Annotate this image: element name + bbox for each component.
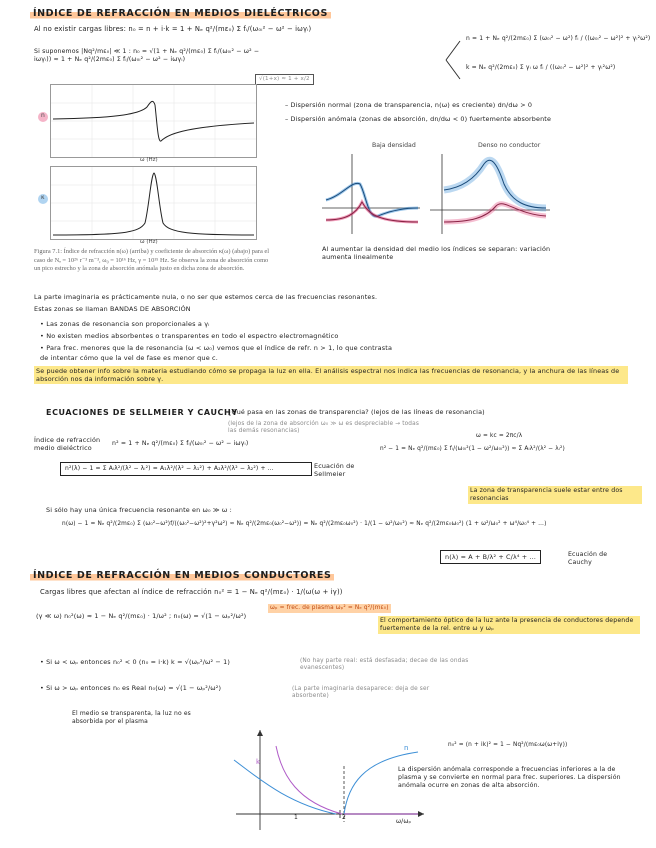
right-sellmeier-formula: n² − 1 = Nₑ q²/(mε₀) Σ fᵢ/(ω₀ᵢ²(1 − ω²/ω₀ᵢ²)) ≈ Σ Aᵢλ²/(λ² − λᵢ²) bbox=[380, 446, 565, 452]
density-note: Al aumentar la densidad del medio los índices se separan: variación aumenta linealmente bbox=[322, 245, 551, 261]
bottom-plot-xlabel: ω (Hz) bbox=[140, 239, 158, 245]
bullet-resonance: • Las zonas de resonancia son proporcionales a γᵢ bbox=[40, 320, 210, 328]
imaginary-part-note: La parte imaginaria es prácticamente nula, o no ser que estemos cerca de las frecuencias resonantes. bbox=[34, 293, 378, 301]
sqrt-approx-note: √(1+x) ≈ 1 + x/2 bbox=[255, 74, 314, 85]
dense-panel bbox=[430, 150, 552, 236]
transparency-subnote: (lejos de la zona de absorción ω₀ ≫ ω es despreciable → todas las demás resonancias) bbox=[228, 421, 420, 435]
transparent-medium-note: El medio se transparenta, la luz no es absorbida por el plasma bbox=[72, 710, 191, 725]
case-high-note: (La parte imaginaria desaparece: deja de ser absorbente) bbox=[292, 686, 430, 700]
k-curve-purple bbox=[276, 746, 342, 814]
spectral-analysis-highlight: Se puede obtener info sobre la materia estudiando cómo se propaga la luz en ella. El análisis espectral nos indica las frecuencias de resonancia, y la anchura de las líneas de absorción nos da información sobre γ. bbox=[34, 366, 628, 384]
sellmeier-box: n²(λ) − 1 = Σ Aᵢλ²/(λ² − λᵢ²) = A₁λ²/(λ² − λ₁²) + A₂λ²/(λ² − λ₂²) + … bbox=[60, 462, 312, 476]
cauchy-box: n(λ) = A + B/λ² + C/λ⁴ + … bbox=[440, 550, 541, 564]
bottom-plot-label: κ bbox=[41, 194, 45, 201]
absorption-plot bbox=[50, 166, 257, 240]
curve-label-k: k bbox=[256, 758, 261, 766]
normal-dispersion-note: – Dispersión normal (zona de transparencia, n(ω) es creciente) dn/dω > 0 bbox=[285, 101, 533, 109]
curve-label-n: n bbox=[404, 744, 409, 752]
complex-index-formula: n₀² = (n + ik)² = 1 − Nq²/(mε₀ω(ω+iγ)) bbox=[448, 742, 568, 748]
case-low-frequency: • Si ω < ωₚ entonces n₀² < 0 (n₀ = i·k) k = √(ωₚ²/ω² − 1) bbox=[40, 658, 230, 666]
figure-caption: Figura 7.1: Índice de refracción n(ω) (arriba) y coeficiente de absorción κ(ω) (abajo) para el caso de Nₑ = 10²⁶ r⁻³ m⁻³, ω₀ = 10¹⁶ Hz, γ = 10¹⁵ Hz. Se observa la zona de absorción como un pico estrecho y la zona de absorción anómala justo en dicha zona de absorción. bbox=[34, 248, 270, 273]
bullet-phase-velocity: de intentar cómo que la vel de fase es menor que c. bbox=[40, 354, 218, 362]
plot-tick-2: 2 bbox=[342, 814, 346, 821]
section-title-dielectric: ÍNDICE DE REFRACCIÓN EN MEDIOS DIELÉCTRICOS bbox=[30, 8, 331, 19]
kappa-curve bbox=[53, 173, 254, 235]
real-part-n-formula: n = 1 + Nₑ q²/(2mε₀) Σ (ω₀ᵢ² − ω²) fᵢ / ((ω₀ᵢ² − ω²)² + γᵢ²ω²) bbox=[466, 35, 651, 42]
section-title-sellmeier-cauchy: ECUACIONES DE SELLMEIER Y CAUCHY bbox=[46, 408, 238, 417]
imag-part-k-formula: k = Nₑ q²/(2mε₀) Σ γᵢ ω fᵢ / ((ω₀ᵢ² − ω²)² + γᵢ²ω²) bbox=[466, 64, 616, 71]
anomalous-dispersion-note: – Dispersión anómala (zonas de absorción, dn/dω < 0) fuertemente absorbente bbox=[285, 115, 552, 123]
free-charges-conductor: Cargas libres que afectan al índice de refracción n₀² = 1 − Nₑ q²/(mε₀) · 1/(ω(ω + iγ)) bbox=[40, 588, 343, 596]
split-arrows bbox=[444, 35, 464, 85]
cauchy-derivation: n(ω) − 1 = Nₑ q²/(2mε₀) Σ (ω₀²−ω²)f/((ω₀²−ω²)²+γ²ω²) ≈ Nₑ q²/(2mε₀(ω₀²−ω²)) = Nₑ q²/(2mε₀ω₀²) · 1/(1 − ω²/ω₀²) ≈ Nₑ q²/(2mε₀ω₀²) (1 + ω²/ω₀² + ω⁴/ω₀⁴ + …) bbox=[62, 521, 547, 527]
case-high-frequency: • Si ω > ωₚ entonces n₀ es Real n₀(ω) = √(1 − ωₚ²/ω²) bbox=[40, 684, 222, 692]
low-density-panel bbox=[322, 150, 422, 236]
n-squared-formula: n² = 1 + Nₑ q²/(mε₀) Σ fᵢ/(ω₀ᵢ² − ω² − iωγᵢ) bbox=[112, 440, 249, 447]
absorption-bands-note: Estas zonas se llaman BANDAS DE ABSORCIÓN bbox=[34, 305, 191, 313]
plasma-frequency-note: ωₚ = frec. de plasma ωₚ² = Nₑ q²/(mε₀) bbox=[268, 604, 391, 613]
panel-right-title: Denso no conductor bbox=[478, 142, 541, 149]
conductor-behavior-highlight: El comportamiento óptico de la luz ante la presencia de conductores depende fuertemente de la rel. entre ω y ωₚ bbox=[378, 616, 640, 634]
anomalous-dispersion-closing: La dispersión anómala corresponde a frecuencias inferiores a la de plasma y se convierte en normal para frec. superiores. La dispersión anómala ocurre en zonas de alta absorción. bbox=[398, 766, 621, 789]
bullet-no-media: • No existen medios absorbentes o transparentes en todo el espectro electromagnético bbox=[40, 332, 339, 340]
free-charges-formula: Al no existir cargas libres: n₀ = n + i·k = 1 + Nₑ q²/(mε₀) Σ fᵢ/(ω₀ᵢ² − ω² − iωγᵢ) bbox=[34, 25, 312, 33]
top-plot-label: n bbox=[41, 112, 45, 119]
plot-tick-1: 1 bbox=[294, 814, 298, 821]
single-resonance-note: Si sólo hay una única frecuencia resonante en ω₀ ≫ ω : bbox=[46, 506, 232, 514]
transparency-question: ¿Qué pasa en las zonas de transparencia? (lejos de las líneas de resonancia) bbox=[228, 408, 485, 416]
cauchy-label: Ecuación de Cauchy bbox=[568, 551, 608, 566]
omega-relation: ω = kc = 2πc/λ bbox=[476, 433, 523, 439]
assumption-formula: Si suponemos |Nq²/mε₀| ≪ 1 : n₀ = √(1 + Nₑ q²/(mε₀) Σ fᵢ/(ω₀ᵢ² − ω² − iωγᵢ)) ≈ 1 + Nₑ q²/(2mε₀) Σ fᵢ/(ω₀ᵢ² − ω² − iωγᵢ) bbox=[34, 48, 260, 63]
panel-left-title: Baja densidad bbox=[372, 142, 416, 149]
refractive-index-plot bbox=[50, 84, 257, 158]
gamma-approx-formula: (γ ≪ ω) n₀²(ω) ≈ 1 − Nₑ q²/(mε₀) · 1/ω² ; n₀(ω) = √(1 − ωₚ²/ω²) bbox=[36, 612, 247, 620]
dielectric-index-label: Índice de refracción medio dieléctrico bbox=[34, 436, 101, 452]
transparency-zone-highlight: La zona de transparencia suele estar entre dos resonancias bbox=[468, 486, 642, 504]
plot-xlabel: ω/ωₚ bbox=[396, 818, 412, 825]
top-plot-xlabel: ω (Hz) bbox=[140, 157, 158, 163]
section-title-conductors: ÍNDICE DE REFRACCIÓN EN MEDIOS CONDUCTORES bbox=[30, 570, 334, 581]
case-low-note: (No hay parte real: está desfasada; decae de las ondas evanescentes) bbox=[300, 658, 469, 672]
sellmeier-label: Ecuación de Sellmeier bbox=[314, 462, 355, 478]
bullet-lower-freq: • Para frec. menores que la de resonancia (ω < ω₀) vemos que el índice de refr. n > 1, lo que contrasta bbox=[40, 344, 393, 352]
